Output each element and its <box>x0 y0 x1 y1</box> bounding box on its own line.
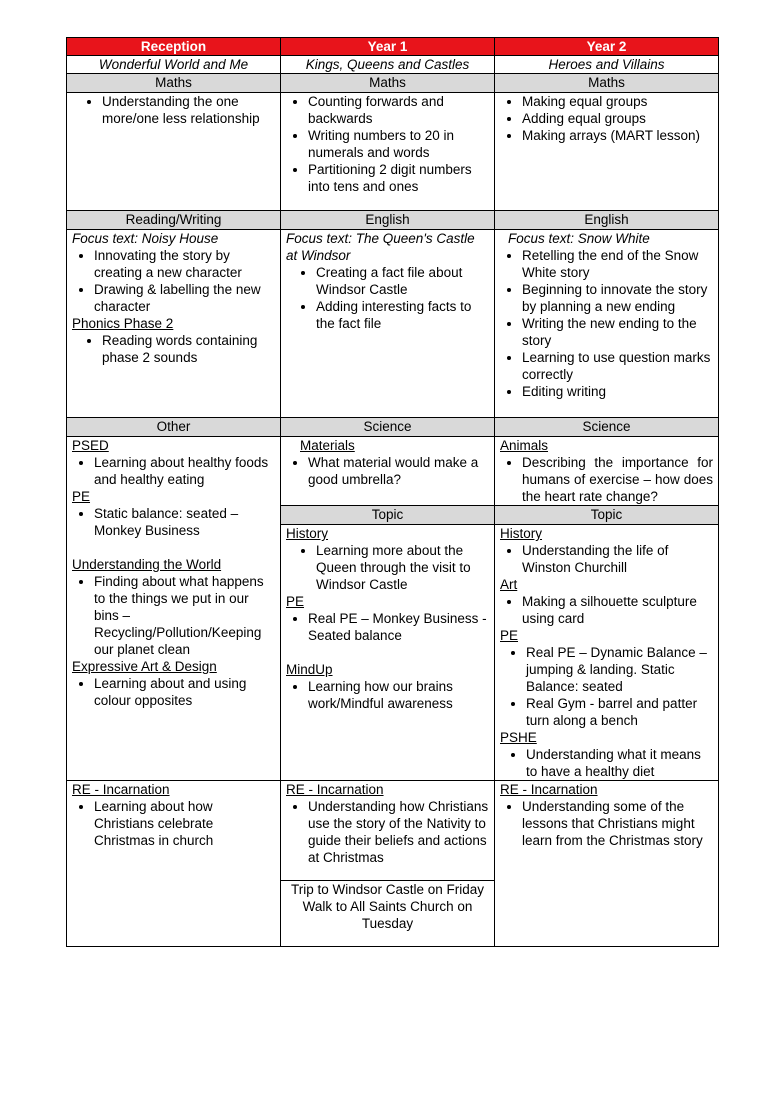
science-year2 <box>495 437 719 506</box>
list-item: • Counting forwards and backwards <box>308 93 489 127</box>
re-year2 <box>495 781 719 947</box>
literacy-label-year2: English <box>495 211 719 230</box>
maths-year1 <box>281 93 495 211</box>
list-item: • Making a silhouette sculpture using card <box>522 593 713 627</box>
list-item: • Understanding the life of Winston Churchill <box>522 542 713 576</box>
list-item: • Real PE – Monkey Business -Seated balance <box>308 610 489 644</box>
mindup-heading: MindUp <box>286 662 333 677</box>
re-heading: RE - Incarnation <box>286 782 384 797</box>
other-label-reception: Other <box>67 418 281 437</box>
focus-text: Focus text: Snow White <box>508 231 650 246</box>
theme-year1: Kings, Queens and Castles <box>281 56 495 74</box>
list-item: • Real Gym - barrel and patter turn along a bench <box>526 695 713 729</box>
topic-year2 <box>495 525 719 781</box>
art-heading: Art <box>500 577 518 592</box>
list-item: • Describing the importance for humans of exercise – how does the heart rate change? <box>522 454 713 505</box>
science-year1 <box>281 437 495 506</box>
focus-text: Focus text: Noisy House <box>72 231 219 246</box>
pshe-heading: PSHE <box>500 730 537 745</box>
curriculum-table <box>66 37 719 947</box>
maths-year2 <box>495 93 719 211</box>
other-label-row <box>67 418 719 437</box>
list-item: • Adding interesting facts to the fact file <box>316 298 489 332</box>
science-content-row <box>67 437 719 506</box>
re-reception <box>67 781 281 947</box>
list-item: • Innovating the story by creating a new character <box>94 247 275 281</box>
literacy-label-reception: Reading/Writing <box>67 211 281 230</box>
list-item: • Understanding how Christians use the story of the Nativity to guide their beliefs and actions at Christmas <box>308 798 489 866</box>
science-label-year2: Science <box>495 418 719 437</box>
list-item: • Creating a fact file about Windsor Castle <box>316 264 489 298</box>
maths-label-year1: Maths <box>281 74 495 93</box>
list-item: • Learning how our brains work/Mindful awareness <box>308 678 489 712</box>
re-heading: RE - Incarnation <box>72 782 170 797</box>
list-item: • Writing the new ending to the story <box>522 315 713 349</box>
list-item: • Beginning to innovate the story by planning a new ending <box>522 281 713 315</box>
trips-year1 <box>281 881 495 947</box>
pe-heading: PE <box>72 489 91 504</box>
re-content-row <box>67 781 719 881</box>
list-item: • Making equal groups <box>522 93 713 110</box>
maths-label-reception: Maths <box>67 74 281 93</box>
literacy-label-row <box>67 211 719 230</box>
topic-year1 <box>281 525 495 781</box>
list-item: • Making arrays (MART lesson) <box>522 127 713 144</box>
utw-heading: Understanding the World <box>72 557 222 572</box>
list-item: • Learning more about the Queen through the visit to Windsor Castle <box>316 542 489 593</box>
list-item: • Learning to use question marks correctly <box>522 349 713 383</box>
list-item: • Writing numbers to 20 in numerals and words <box>308 127 489 161</box>
literacy-reception <box>67 230 281 418</box>
phonics-heading: Phonics Phase 2 <box>72 316 174 331</box>
theme-reception: Wonderful World and Me <box>67 56 281 74</box>
maths-reception <box>67 93 281 211</box>
list-item: • Drawing & labelling the new character <box>94 281 275 315</box>
topic-label-year2: Topic <box>495 506 719 525</box>
maths-label-row <box>67 74 719 93</box>
literacy-year1 <box>281 230 495 418</box>
header-reception: Reception <box>67 38 281 56</box>
list-item: • Partitioning 2 digit numbers into tens and ones <box>308 161 489 195</box>
psed-heading: PSED <box>72 438 109 453</box>
re-year1 <box>281 781 495 881</box>
list-item: • Learning about healthy foods and healthy eating <box>94 454 275 488</box>
year-header-row <box>67 38 719 56</box>
list-item: • Understanding what it means to have a healthy diet <box>526 746 713 780</box>
literacy-content-row <box>67 230 719 418</box>
history-heading: History <box>286 526 329 541</box>
focus-text: Focus text: The Queen's Castle at Windsor <box>286 231 475 263</box>
animals-heading: Animals <box>500 438 549 453</box>
literacy-label-year1: English <box>281 211 495 230</box>
list-item: • Finding about what happens to the things we put in our bins – Recycling/Pollution/Keeping our planet clean <box>94 573 275 658</box>
header-year1: Year 1 <box>281 38 495 56</box>
science-label-year1: Science <box>281 418 495 437</box>
list-item: • Retelling the end of the Snow White story <box>522 247 713 281</box>
list-item: • Adding equal groups <box>522 110 713 127</box>
ead-heading: Expressive Art & Design <box>72 659 217 674</box>
literacy-year2 <box>495 230 719 418</box>
materials-heading: Materials <box>300 438 355 453</box>
list-item: • Static balance: seated – Monkey Business <box>94 505 275 539</box>
topic-label-year1: Topic <box>281 506 495 525</box>
list-item: • Learning about how Christians celebrate Christmas in church <box>94 798 275 849</box>
maths-label-year2: Maths <box>495 74 719 93</box>
other-reception <box>67 437 281 781</box>
pe-heading: PE <box>286 594 305 609</box>
list-item: • Editing writing <box>522 383 713 400</box>
list-item: • Understanding the one more/one less relationship <box>102 93 275 127</box>
list-item: • What material would make a good umbrella? <box>308 454 489 488</box>
list-item: • Reading words containing phase 2 sounds <box>102 332 275 366</box>
list-item: • Understanding some of the lessons that Christians might learn from the Christmas story <box>522 798 713 849</box>
trip-church: Walk to All Saints Church on Tuesday <box>302 899 473 931</box>
maths-content-row <box>67 93 719 211</box>
theme-year2: Heroes and Villains <box>495 56 719 74</box>
re-heading: RE - Incarnation <box>500 782 598 797</box>
list-item: • Real PE – Dynamic Balance – jumping & landing. Static Balance: seated <box>526 644 713 695</box>
history-heading: History <box>500 526 543 541</box>
pe-heading: PE <box>500 628 519 643</box>
trip-windsor: Trip to Windsor Castle on Friday <box>290 882 485 897</box>
theme-row <box>67 56 719 74</box>
header-year2: Year 2 <box>495 38 719 56</box>
list-item: • Learning about and using colour opposites <box>94 675 275 709</box>
